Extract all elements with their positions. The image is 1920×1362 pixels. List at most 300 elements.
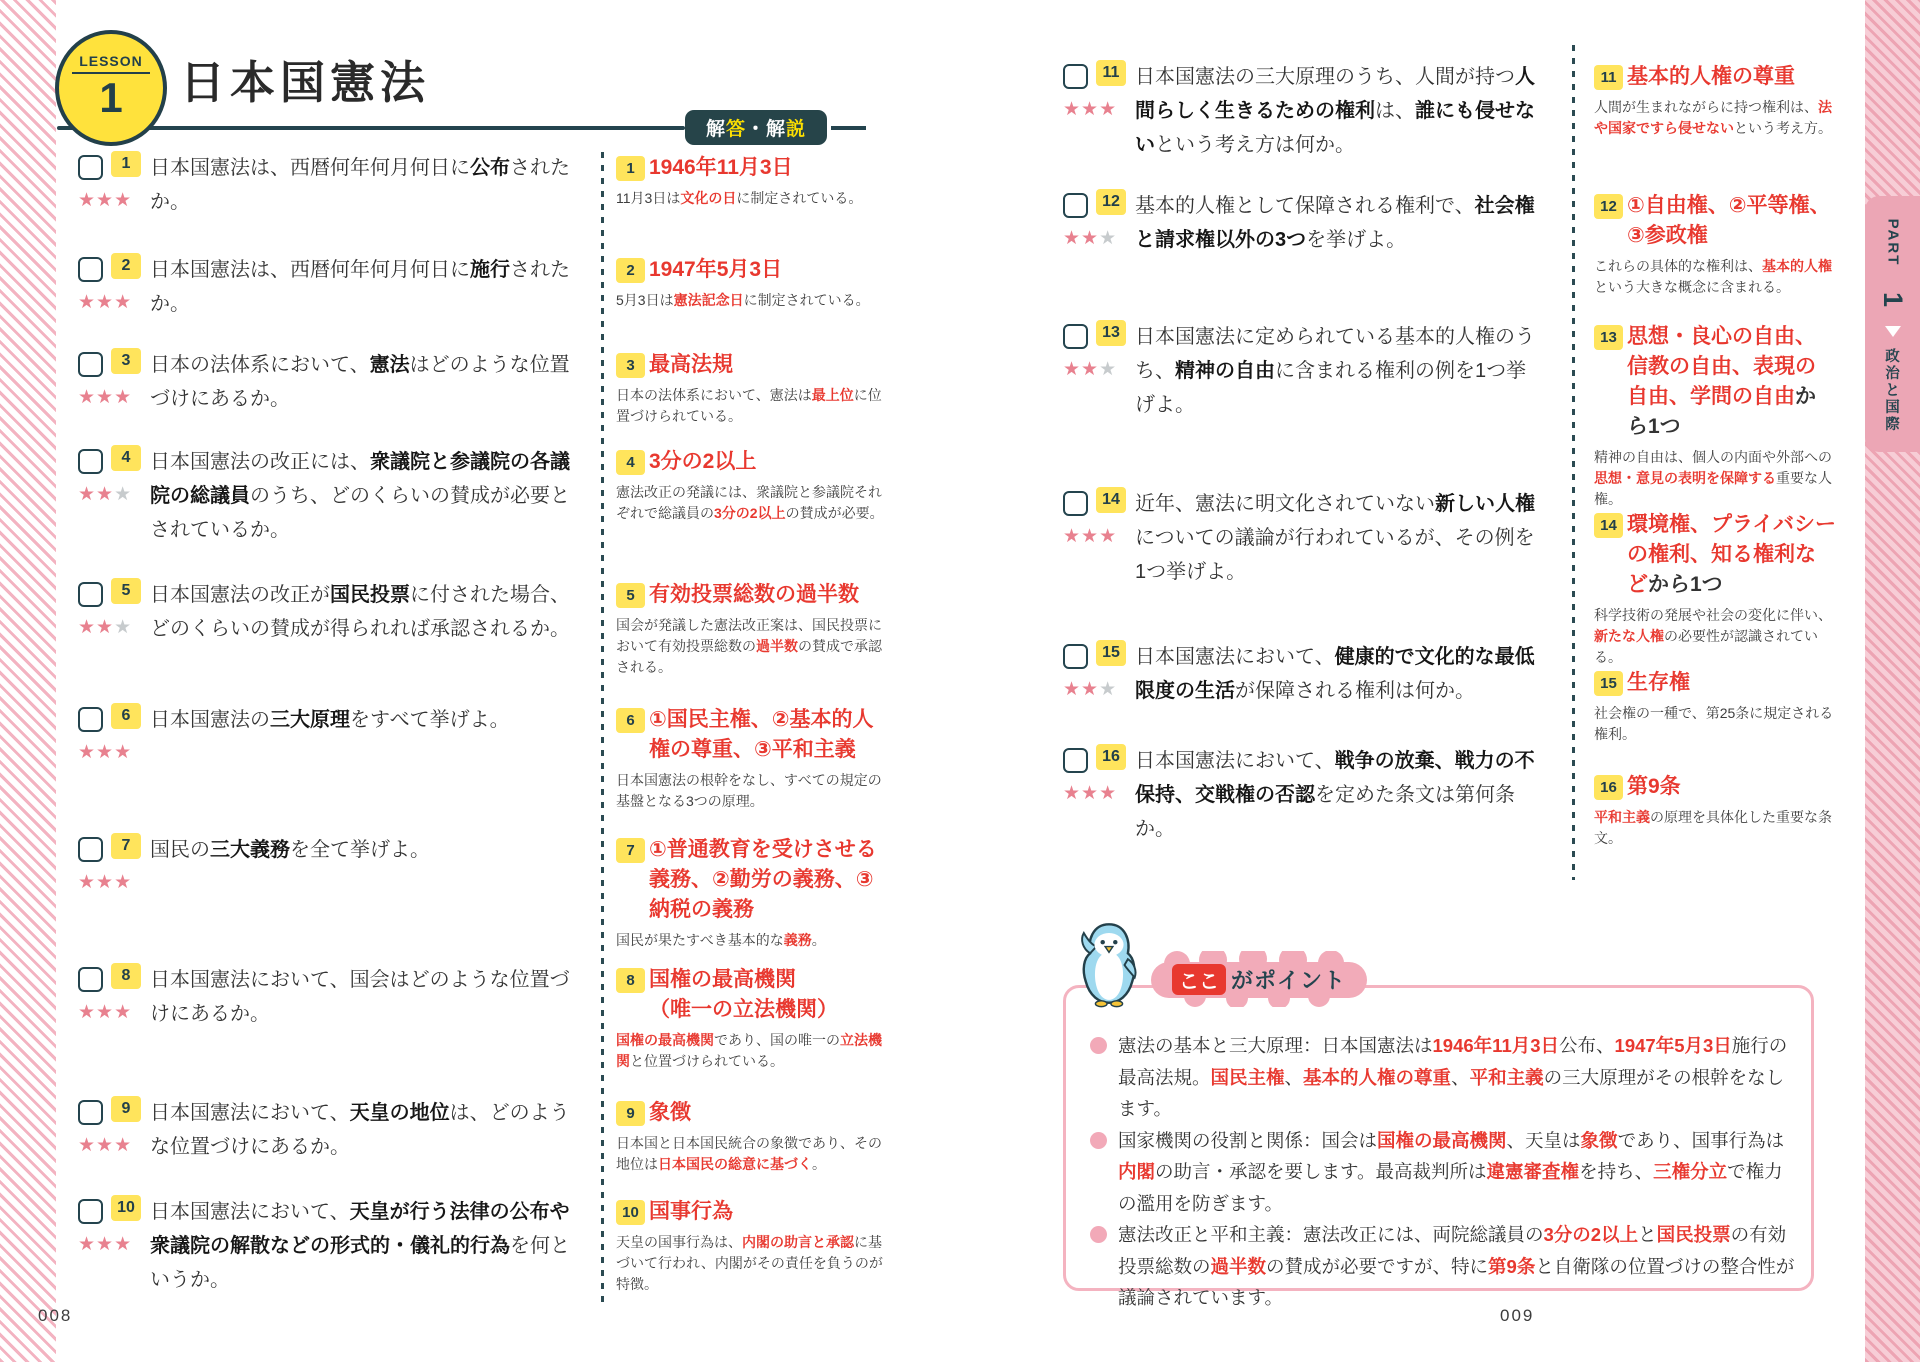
question-checkbox[interactable] xyxy=(78,967,103,992)
star-icon: ★ xyxy=(1081,679,1100,700)
question-number-badge: 1 xyxy=(111,151,141,177)
answer-title xyxy=(616,255,884,285)
title-segment: ①国民主権、②基本的人権の尊重、③平和主義 xyxy=(649,708,874,761)
right-answer-column xyxy=(1594,62,1836,892)
question-text xyxy=(150,833,586,963)
question-text xyxy=(150,703,586,833)
title-segment: から1つ xyxy=(1627,385,1816,438)
answer-item xyxy=(616,705,884,835)
title-segment: ①自由権、②平等権、③参政権 xyxy=(1627,194,1831,247)
point-segment: 施行の最高法規。 xyxy=(1118,1035,1788,1088)
title-segment: 第9条 xyxy=(1627,775,1681,798)
answer-explanation xyxy=(1594,97,1836,139)
question-gutter xyxy=(1063,320,1135,487)
question-item xyxy=(1063,60,1541,189)
lesson-number: 1 xyxy=(99,74,123,122)
answer-item xyxy=(616,447,884,580)
point-segment: 国民投票 xyxy=(1656,1224,1731,1245)
question-segment: 健康的で文化的な最低限度の生活 xyxy=(1135,646,1535,702)
question-segment: 天皇が行う法律の公布や衆議院の解散などの形式的・儀礼的行為 xyxy=(150,1201,570,1257)
question-segment: 近年、憲法に明文化されていない xyxy=(1135,493,1435,515)
expl-segment: 日本国憲法の根幹をなし、すべての規定の基盤となる3つの原理。 xyxy=(616,772,882,809)
question-text xyxy=(1135,320,1541,487)
question-gutter xyxy=(78,703,150,833)
question-segment: 憲法 xyxy=(369,354,410,376)
question-gutter xyxy=(1063,189,1135,320)
question-checkbox[interactable] xyxy=(1063,644,1088,669)
star-icon: ★ xyxy=(114,1002,133,1023)
question-item xyxy=(78,348,586,445)
expl-segment: であり、国の唯一の xyxy=(714,1032,840,1048)
point-segment: 、 xyxy=(1451,1066,1470,1088)
question-number-badge: 10 xyxy=(111,1195,141,1221)
question-segment: されたか。 xyxy=(150,157,570,213)
question-segment: を全て挙げよ。 xyxy=(290,839,430,861)
question-checkbox[interactable] xyxy=(78,707,103,732)
point-segment: と自衛隊の位置づけの整合性が議論されています。 xyxy=(1118,1255,1795,1308)
question-gutter xyxy=(1063,744,1135,864)
star-icon: ★ xyxy=(96,1135,115,1156)
star-icon: ★ xyxy=(1099,526,1118,547)
question-item xyxy=(78,963,586,1096)
question-segment: 日本国憲法において、 xyxy=(150,1201,350,1223)
question-item xyxy=(78,833,586,963)
star-icon: ★ xyxy=(1099,359,1118,380)
point-list xyxy=(1090,1030,1797,1314)
question-item xyxy=(1063,320,1541,487)
expl-segment: に制定されている。 xyxy=(743,292,870,308)
point-segment: 憲法改正と平和主義：憲法改正には、両院総議員の xyxy=(1118,1224,1544,1245)
answer-title xyxy=(1594,322,1836,442)
expl-segment: 文化の日 xyxy=(680,190,737,206)
answer-title xyxy=(616,1197,884,1227)
expl-segment: 国民が果たすべき基本的な xyxy=(616,932,784,948)
expl-segment: これらの具体的な権利は、 xyxy=(1594,258,1762,274)
question-item xyxy=(78,253,586,348)
question-text xyxy=(150,348,586,445)
answer-title xyxy=(616,580,884,610)
part-arrow-icon xyxy=(1885,326,1901,337)
question-checkbox[interactable] xyxy=(78,155,103,180)
title-segment: 思想・良心の自由、信教の自由、表現の自由、学問の自由 xyxy=(1627,325,1816,408)
answer-badge-glyph: ・ xyxy=(745,119,766,140)
expl-segment: 法や国家ですら侵せない xyxy=(1594,99,1832,136)
question-segment: 三大原理 xyxy=(270,709,350,731)
star-icon: ★ xyxy=(96,484,115,505)
right-question-column xyxy=(1063,60,1541,864)
star-icon: ★ xyxy=(96,742,115,763)
question-segment: 日本国憲法の xyxy=(150,709,270,731)
answer-explanation xyxy=(616,930,884,951)
question-number-badge: 11 xyxy=(1096,60,1126,86)
star-icon: ★ xyxy=(1081,359,1100,380)
question-segment: 国民投票 xyxy=(330,584,410,606)
right-dashed-divider xyxy=(1572,45,1575,880)
question-item xyxy=(1063,744,1541,864)
answer-badge-glyph: 解 xyxy=(705,119,726,140)
question-checkbox[interactable] xyxy=(1063,748,1088,773)
title-segment: 基本的人権の尊重 xyxy=(1627,65,1795,88)
answer-explanation-badge xyxy=(685,110,827,145)
question-checkbox[interactable] xyxy=(1063,324,1088,349)
question-text xyxy=(150,963,586,1096)
answer-item xyxy=(616,153,884,255)
question-checkbox[interactable] xyxy=(78,837,103,862)
star-icon: ★ xyxy=(114,1234,133,1255)
answer-title xyxy=(1594,191,1836,251)
point-segment: であり、国事行為は xyxy=(1617,1129,1785,1151)
star-icon: ★ xyxy=(96,872,115,893)
answer-title xyxy=(616,153,884,183)
expl-segment: 11月3日は xyxy=(616,190,681,206)
question-segment: のうち、どのくらいの賛成が必要とされているか。 xyxy=(150,485,570,541)
star-icon: ★ xyxy=(1063,679,1082,700)
question-number-badge: 5 xyxy=(111,578,141,604)
point-segment: 基本的人権の尊重 xyxy=(1303,1066,1452,1088)
question-segment: という考え方は何か。 xyxy=(1155,134,1355,156)
answer-title xyxy=(616,1098,884,1128)
answer-item xyxy=(616,965,884,1098)
question-gutter xyxy=(78,963,150,1096)
point-bullet-icon xyxy=(1090,1226,1107,1243)
answer-title xyxy=(616,835,884,925)
difficulty-stars xyxy=(1063,525,1135,548)
title-segment: 1946年11月3日 xyxy=(649,156,793,179)
star-icon: ★ xyxy=(1099,228,1118,249)
question-item xyxy=(1063,640,1541,744)
question-segment: 三大義務 xyxy=(210,839,290,861)
header-rule-stub xyxy=(831,126,866,130)
point-bullet-icon xyxy=(1090,1037,1107,1054)
question-text xyxy=(150,578,586,703)
question-checkbox[interactable] xyxy=(78,352,103,377)
answer-item xyxy=(616,835,884,965)
star-icon: ★ xyxy=(1063,526,1082,547)
star-icon: ★ xyxy=(114,387,133,408)
question-segment: 公布 xyxy=(470,157,510,179)
expl-segment: 精神の自由は、個人の内面や外部への xyxy=(1594,449,1832,465)
difficulty-stars xyxy=(78,483,150,506)
question-segment: に付された場合、どのくらいの賛成が得られれば承認されるか。 xyxy=(150,584,570,640)
star-icon: ★ xyxy=(78,387,97,408)
question-number-badge: 7 xyxy=(111,833,141,859)
question-segment: 日本国憲法において、 xyxy=(150,1102,350,1124)
answer-number-badge: 2 xyxy=(616,258,645,283)
expl-segment: 義務 xyxy=(783,932,812,948)
point-segment: の三大原理がその根幹をなします。 xyxy=(1118,1066,1785,1119)
question-segment: 施行 xyxy=(470,259,510,281)
difficulty-stars xyxy=(1063,227,1135,250)
answer-title xyxy=(616,965,884,1025)
answer-title xyxy=(1594,668,1836,698)
star-icon: ★ xyxy=(96,1002,115,1023)
star-icon: ★ xyxy=(1063,783,1082,804)
question-gutter xyxy=(78,151,150,253)
question-segment: 戦争の放棄、戦力の不保持、交戦権の否認 xyxy=(1135,750,1535,806)
point-segment: 過半数 xyxy=(1210,1255,1267,1277)
star-icon: ★ xyxy=(78,1234,97,1255)
answer-number-badge: 10 xyxy=(616,1200,645,1225)
star-icon: ★ xyxy=(1081,783,1100,804)
point-segment: 象徴 xyxy=(1580,1129,1618,1151)
answer-title xyxy=(1594,510,1836,600)
answer-badge-glyph: 説 xyxy=(786,119,807,140)
point-segment: 1946年11月3日 xyxy=(1432,1035,1560,1056)
question-segment: 精神の自由 xyxy=(1175,360,1275,382)
point-segment: 国家機関の役割と関係：国会は xyxy=(1118,1129,1378,1151)
question-gutter xyxy=(1063,60,1135,189)
question-segment: 社会権と請求権以外の3つ xyxy=(1135,195,1535,251)
star-icon: ★ xyxy=(1081,228,1100,249)
title-segment: 有効投票総数の過半数 xyxy=(649,583,859,606)
star-icon: ★ xyxy=(78,742,97,763)
point-segment: 、 xyxy=(1284,1066,1304,1088)
question-segment: 日本国憲法の改正には、 xyxy=(150,451,370,473)
penguin-mascot-icon xyxy=(1078,920,1140,1013)
difficulty-stars xyxy=(1063,98,1135,121)
question-checkbox[interactable] xyxy=(1063,64,1088,89)
question-text xyxy=(1135,60,1541,189)
difficulty-stars xyxy=(78,1233,150,1256)
expl-segment: 国権の最高機関 xyxy=(616,1032,714,1048)
answer-badge-glyph: 答 xyxy=(725,119,746,140)
expl-segment: 科学技術の発展や社会の変化に伴い、 xyxy=(1594,607,1832,623)
answer-item xyxy=(1594,510,1836,668)
question-item xyxy=(78,1195,586,1313)
point-bullet-icon xyxy=(1090,1132,1107,1149)
star-icon: ★ xyxy=(1099,783,1118,804)
question-item xyxy=(1063,189,1541,320)
expl-segment: に位置づけられている。 xyxy=(616,387,882,424)
part-category-char: 国 xyxy=(1885,400,1900,416)
star-icon: ★ xyxy=(78,1135,97,1156)
part-category-char: 政 xyxy=(1885,349,1900,365)
question-text xyxy=(150,1096,586,1195)
answer-explanation xyxy=(616,1030,884,1072)
answer-number-badge: 8 xyxy=(616,968,645,993)
answer-item xyxy=(616,1197,884,1315)
answer-explanation xyxy=(616,1232,884,1295)
point-segment: 国民主権 xyxy=(1210,1066,1285,1088)
question-gutter xyxy=(1063,487,1135,640)
question-text xyxy=(1135,640,1541,744)
question-gutter xyxy=(78,1096,150,1195)
star-icon: ★ xyxy=(114,742,133,763)
question-text xyxy=(1135,189,1541,320)
title-segment: 環境権、プライバシーの権利、知る権利など xyxy=(1627,513,1836,596)
star-icon: ★ xyxy=(96,617,115,638)
question-segment: されたか。 xyxy=(150,259,570,315)
question-number-badge: 8 xyxy=(111,963,141,989)
part-category-char: 際 xyxy=(1885,417,1900,433)
answer-item xyxy=(616,1098,884,1197)
question-segment: 日本国憲法の三大原理のうち、人間が持つ xyxy=(1135,66,1515,88)
point-item xyxy=(1090,1219,1797,1314)
question-checkbox[interactable] xyxy=(78,1199,103,1224)
title-segment: ①普通教育を受けさせる義務、②勤労の義務、③納税の義務 xyxy=(649,838,877,921)
part-category-char: と xyxy=(1885,383,1900,399)
point-segment: 憲法の基本と三大原理：日本国憲法は xyxy=(1118,1035,1433,1056)
page-number-right: 009 xyxy=(1500,1306,1535,1325)
question-segment: 基本的人権として保障される権利で、 xyxy=(1135,195,1475,217)
answer-title xyxy=(1594,772,1836,802)
question-number-badge: 13 xyxy=(1096,320,1126,346)
expl-segment: 。 xyxy=(812,1156,826,1172)
point-item xyxy=(1090,1125,1797,1220)
answer-explanation xyxy=(616,385,884,427)
expl-segment: の必要性が認識されている。 xyxy=(1594,628,1818,665)
question-segment: 誰にも侵せない xyxy=(1135,100,1535,156)
question-segment: が保障される権利は何か。 xyxy=(1235,680,1475,702)
question-segment: 日本国憲法において、 xyxy=(1135,646,1335,668)
point-item xyxy=(1090,1030,1797,1125)
answer-item xyxy=(616,255,884,350)
answer-number-badge: 13 xyxy=(1594,325,1623,350)
question-checkbox[interactable] xyxy=(1063,491,1088,516)
expl-segment: 。 xyxy=(811,932,826,948)
question-number-badge: 12 xyxy=(1096,189,1126,215)
title-segment: （唯一の立法機関） xyxy=(649,998,838,1021)
title-segment: 生存権 xyxy=(1627,671,1690,694)
question-checkbox[interactable] xyxy=(78,582,103,607)
point-segment: 三権分立 xyxy=(1653,1161,1728,1182)
question-segment: を挙げよ。 xyxy=(1306,229,1407,251)
expl-segment: と位置づけられている。 xyxy=(630,1053,784,1069)
difficulty-stars xyxy=(78,616,150,639)
difficulty-stars xyxy=(78,1134,150,1157)
answer-explanation xyxy=(616,1133,884,1175)
page-number-left: 008 xyxy=(38,1306,73,1325)
question-gutter xyxy=(78,348,150,445)
expl-segment: 天皇の国事行為は、 xyxy=(616,1234,742,1250)
point-badge xyxy=(1143,951,1375,1007)
point-segment: 1947年5月3日 xyxy=(1614,1035,1732,1056)
star-icon: ★ xyxy=(78,617,97,638)
title-segment: 最高法規 xyxy=(649,353,733,376)
answer-number-badge: 1 xyxy=(616,156,645,181)
question-number-badge: 14 xyxy=(1096,487,1126,513)
answer-number-badge: 12 xyxy=(1594,194,1623,219)
question-segment: 日本国憲法の改正が xyxy=(150,584,330,606)
expl-segment: 憲法記念日 xyxy=(673,292,744,308)
question-checkbox[interactable] xyxy=(78,449,103,474)
answer-item xyxy=(1594,668,1836,772)
question-text xyxy=(150,253,586,348)
difficulty-stars xyxy=(78,871,150,894)
point-badge-highlight: ここ xyxy=(1172,964,1226,995)
question-text xyxy=(150,1195,586,1313)
answer-item xyxy=(1594,191,1836,322)
answer-number-badge: 15 xyxy=(1594,671,1623,696)
question-segment: 日本国憲法に定められている基本的人権のうち、 xyxy=(1135,326,1535,382)
point-segment: を持ち、 xyxy=(1579,1161,1654,1182)
question-text xyxy=(150,445,586,578)
question-segment: 天皇の地位 xyxy=(349,1102,450,1124)
question-item xyxy=(78,445,586,578)
difficulty-stars xyxy=(78,291,150,314)
answer-title xyxy=(616,350,884,380)
lesson-badge xyxy=(55,30,167,146)
part-category xyxy=(1885,349,1900,434)
answer-explanation xyxy=(616,188,884,209)
question-checkbox[interactable] xyxy=(1063,193,1088,218)
star-icon: ★ xyxy=(78,292,97,313)
star-icon: ★ xyxy=(96,292,115,313)
difficulty-stars xyxy=(1063,678,1135,701)
star-icon: ★ xyxy=(1099,99,1118,120)
answer-number-badge: 9 xyxy=(616,1101,645,1126)
star-icon: ★ xyxy=(96,1234,115,1255)
point-segment: 3分の2以上 xyxy=(1543,1224,1639,1245)
title-segment: 国権の最高機関 xyxy=(649,968,796,991)
answer-title xyxy=(616,447,884,477)
star-icon: ★ xyxy=(114,292,133,313)
question-number-badge: 6 xyxy=(111,703,141,729)
answer-number-badge: 6 xyxy=(616,708,645,733)
expl-segment: 立法機関 xyxy=(616,1032,882,1069)
star-icon: ★ xyxy=(114,872,133,893)
question-number-badge: 9 xyxy=(111,1096,141,1122)
difficulty-stars xyxy=(78,386,150,409)
star-icon: ★ xyxy=(1063,228,1082,249)
title-segment: から1つ xyxy=(1648,573,1723,596)
answer-explanation xyxy=(616,615,884,678)
question-checkbox[interactable] xyxy=(78,1100,103,1125)
question-number-badge: 4 xyxy=(111,445,141,471)
question-segment: を定めた条文は第何条か。 xyxy=(1135,784,1515,840)
title-segment: 象徴 xyxy=(649,1101,691,1124)
answer-number-badge: 11 xyxy=(1594,65,1623,90)
answer-explanation xyxy=(1594,807,1836,849)
expl-segment: に制定されている。 xyxy=(736,190,863,206)
star-icon: ★ xyxy=(96,190,115,211)
expl-segment: 新たな人権 xyxy=(1594,628,1664,644)
question-item xyxy=(78,1096,586,1195)
point-segment: 平和主義 xyxy=(1469,1066,1544,1088)
expl-segment: に基づいて行われ、内閣がその責任を負うのが特徴。 xyxy=(616,1234,883,1292)
question-item xyxy=(78,703,586,833)
star-icon: ★ xyxy=(1081,526,1100,547)
answer-item xyxy=(1594,772,1836,892)
point-segment: 違憲審査権 xyxy=(1486,1161,1580,1182)
expl-segment: 思想・意見の表明を保障する xyxy=(1594,470,1776,486)
answer-explanation xyxy=(616,290,884,311)
question-checkbox[interactable] xyxy=(78,257,103,282)
title-segment: 3分の2以上 xyxy=(649,450,757,473)
expl-segment: 日本の法体系において、憲法は xyxy=(616,387,812,403)
expl-segment: 日本国民の総意に基づく xyxy=(658,1156,812,1172)
expl-segment: 社会権の一種で、第25条に規定される権利。 xyxy=(1594,705,1834,742)
question-segment: 人間らしく生きるための権利 xyxy=(1135,66,1535,122)
point-segment: の賛成が必要ですが、特に xyxy=(1266,1255,1489,1277)
question-gutter xyxy=(78,253,150,348)
question-segment: に含まれる権利の例を1つ挙げよ。 xyxy=(1135,360,1527,416)
answer-badge-glyph: 解 xyxy=(766,119,787,140)
star-icon: ★ xyxy=(114,190,133,211)
point-segment: で権力の濫用を防ぎます。 xyxy=(1118,1161,1783,1214)
question-segment: 衆議院と参議院の各議院の総議員 xyxy=(150,451,570,507)
expl-segment: の賛成が必要。 xyxy=(785,505,884,521)
star-icon: ★ xyxy=(114,484,133,505)
left-answer-column xyxy=(616,153,884,1315)
question-segment: についての議論が行われているが、その例を1つ挙げよ。 xyxy=(1135,527,1535,583)
answer-explanation xyxy=(616,770,884,812)
answer-title xyxy=(1594,62,1836,92)
question-item xyxy=(78,151,586,253)
expl-segment: の原理を具体化した重要な条文。 xyxy=(1594,809,1832,846)
expl-segment: の賛成で承認される。 xyxy=(616,638,882,675)
point-segment: 内閣 xyxy=(1118,1161,1156,1182)
